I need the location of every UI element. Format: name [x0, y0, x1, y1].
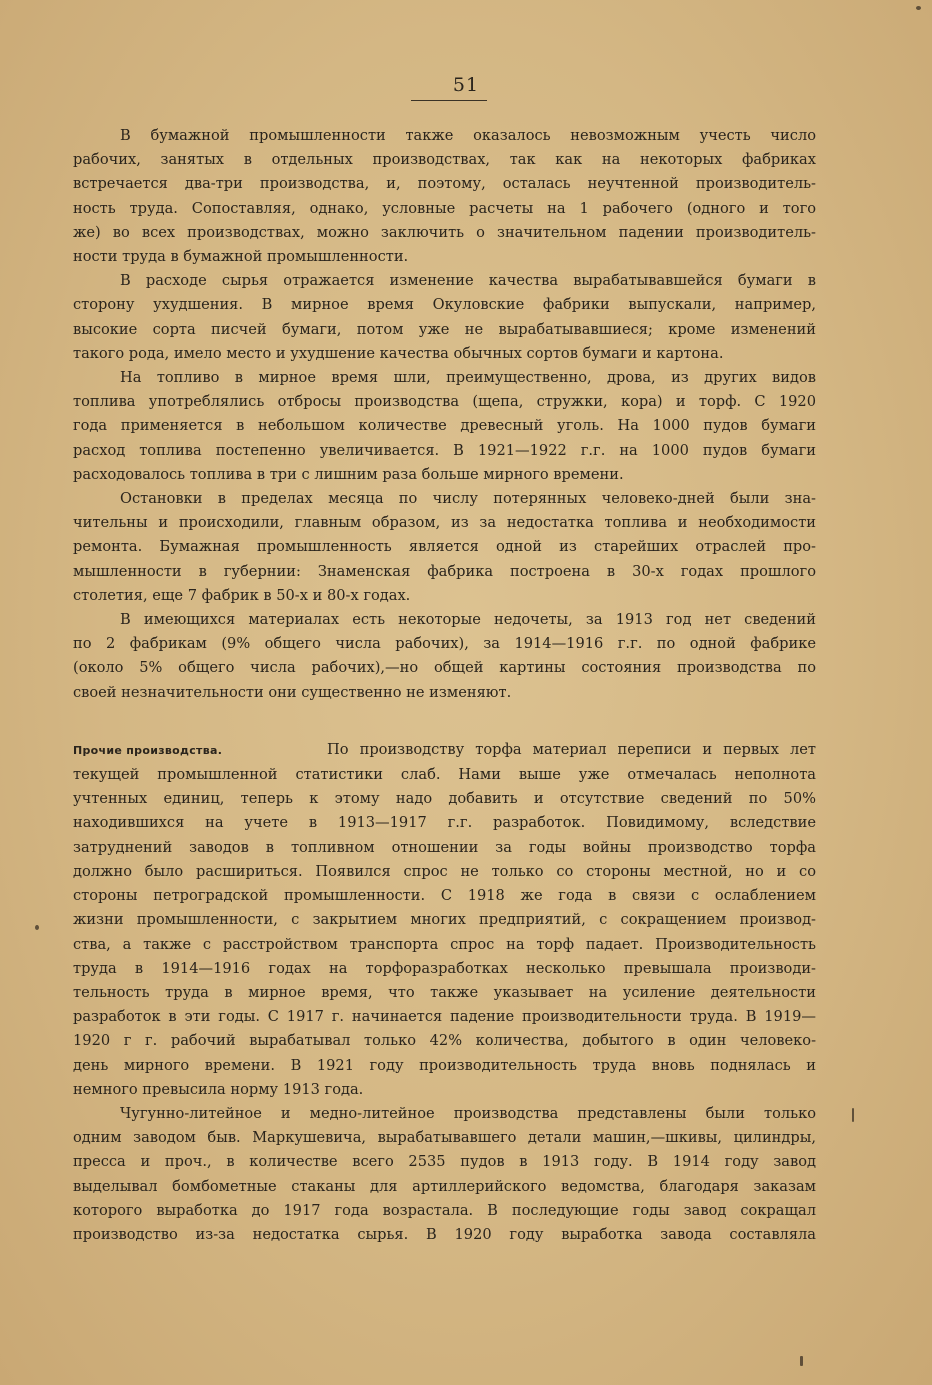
text-line: столетия, еще 7 фабрик в 50-х и 80-х годах.	[73, 586, 411, 604]
paragraph	[73, 124, 816, 269]
text-line: жизни промышленности, с закрытием многих предприятий, с сокращением производ-	[73, 911, 816, 929]
text-line: труда в 1914—1916 годах на торфоразработках несколько превышала производи-	[73, 959, 816, 977]
text-line: На топливо в мирное время шли, преимущественно, дрова, из других видов	[120, 369, 816, 387]
text-line: ремонта. Бумажная промышленность является одной из старейших отраслей про-	[73, 538, 816, 556]
page-number: 51	[452, 74, 480, 96]
text-line: тельность труда в мирное время, что также указывает на усиление деятельности	[73, 983, 816, 1001]
paragraph	[73, 269, 816, 366]
text-line: года применяется в небольшом количестве древесный уголь. На 1000 пудов бумаги	[73, 417, 816, 435]
section-gap	[73, 705, 816, 738]
text-line: В расходе сырья отражается изменение качества вырабатывавшейся бумаги в	[120, 272, 816, 290]
paper-speck	[852, 1108, 854, 1122]
text-line: (около 5% общего числа рабочих),—но общей картины состояния производства по	[73, 659, 816, 677]
text-line: выделывал бомбометные стаканы для артиллерийского ведомства, благодаря заказам	[73, 1177, 816, 1195]
text-line: В бумажной промышленности также оказалось невозможным учесть число	[120, 127, 816, 144]
section-lead-line: По производству торфа материал переписи и первых лет	[327, 740, 816, 758]
page-number-rule	[411, 100, 487, 101]
paragraph	[73, 366, 816, 487]
paragraph	[73, 487, 816, 608]
text-line: затруднений заводов в топливном отношении за годы войны производство торфа	[73, 838, 816, 856]
text-line: находившихся на учете в 1913—1917 г.г. разработок. Повидимому, вследствие	[73, 814, 816, 832]
section-heading: Прочие производства.	[73, 743, 223, 757]
text-line: расходовалось топлива в три с лишним раза больше мирного времени.	[73, 465, 624, 483]
text-line: сторону ухудшения. В мирное время Окуловские фабрики выпускали, например,	[73, 296, 816, 314]
text-line: Чугунно-литейное и медно-литейное производства представлены были только	[120, 1104, 816, 1122]
text-line: которого выработка до 1917 года возрастала. В последующие годы завод сокращал	[73, 1201, 816, 1219]
text-line: 1920 г г. рабочий вырабатывал только 42% количества, добытого в один человеко-	[73, 1032, 816, 1050]
text-line: производство из-за недостатка сырья. В 1920 году выработка завода составляла	[73, 1225, 816, 1243]
text-line: рабочих, занятых в отдельных производствах, так как на некоторых фабриках	[73, 151, 816, 169]
paper-speck	[916, 6, 921, 10]
text-line: день мирного времени. В 1921 году производительность труда вновь поднялась и	[73, 1056, 816, 1074]
section-paragraph	[73, 763, 816, 1102]
paragraphs-before	[73, 124, 816, 705]
paper-speck	[800, 1356, 803, 1366]
text-line: В имеющихся материалах есть некоторые недочеты, за 1913 год нет сведений	[120, 611, 816, 629]
text-line: разработок в эти годы. С 1917 г. начинается падение производительности труда. В 1919—	[73, 1008, 816, 1026]
text-line: мышленности в губернии: Знаменская фабрика построена в 30-х годах прошлого	[73, 562, 816, 580]
text-line: учтенных единиц, теперь к этому надо добавить и отсутствие сведений по 50%	[73, 790, 816, 808]
text-line: стороны петроградской промышленности. С 1918 же года в связи с ослаблением	[73, 887, 816, 905]
text-line: пресса и проч., в количестве всего 2535 пудов в 1913 году. В 1914 году завод	[73, 1153, 816, 1171]
text-line: чительны и происходили, главным образом, из за недостатка топлива и необходимости	[73, 514, 816, 532]
text-line: же) во всех производствах, можно заключить о значительном падении производитель-	[73, 223, 816, 241]
text-line: должно было расшириться. Появился спрос не только со стороны местной, но и со	[73, 862, 816, 880]
text-line: немного превысила норму 1913 года.	[73, 1080, 364, 1098]
text-line: топлива употреблялись отбросы производства (щепа, стружки, кора) и торф. С 1920	[73, 393, 816, 411]
text-line: ности труда в бумажной промышленности.	[73, 248, 409, 266]
paragraph	[73, 1102, 816, 1247]
section-heading-row	[73, 738, 816, 763]
text-line: Остановки в пределах месяца по числу потерянных человеко-дней были зна-	[120, 490, 816, 508]
text-line: текущей промышленной статистики слаб. Нами выше уже отмечалась неполнота	[73, 766, 816, 784]
text-line: такого рода, имело место и ухудшение качества обычных сортов бумаги и картона.	[73, 344, 724, 362]
text-line: ность труда. Сопоставляя, однако, условные расчеты на 1 рабочего (одного и того	[73, 199, 816, 217]
section-other-productions	[73, 738, 816, 1102]
paragraph	[73, 608, 816, 705]
text-line: высокие сорта писчей бумаги, потом уже не вырабатывавшиеся; кроме изменений	[73, 320, 816, 338]
body-text	[73, 124, 816, 1247]
text-line: ства, а также с расстройством транспорта спрос на торф падает. Производительность	[73, 935, 816, 953]
paper-speck	[35, 925, 39, 930]
text-line: по 2 фабрикам (9% общего числа рабочих), за 1914—1916 г.г. по одной фабрике	[73, 635, 816, 653]
text-line: встречается два-три производства, и, поэтому, осталась неучтенной производитель-	[73, 175, 816, 193]
text-line: расход топлива постепенно увеличивается. В 1921—1922 г.г. на 1000 пудов бумаги	[73, 441, 816, 459]
paragraphs-after	[73, 1102, 816, 1247]
text-line: одним заводом быв. Маркушевича, вырабатывавшего детали машин,—шкивы, цилиндры,	[73, 1129, 816, 1147]
text-line: своей незначительности они существенно не изменяют.	[73, 683, 512, 701]
